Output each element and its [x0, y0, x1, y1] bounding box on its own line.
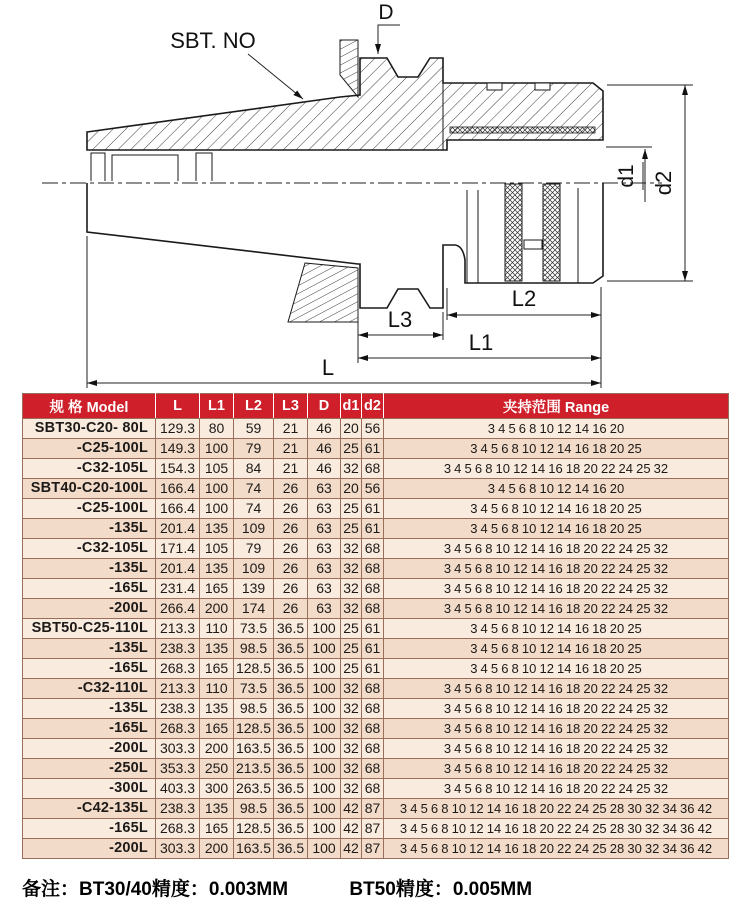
d2-cell: 56 — [362, 479, 384, 499]
table-row — [23, 479, 729, 499]
table-row — [23, 719, 729, 739]
l1-cell: 135 — [200, 799, 234, 819]
l-cell: 166.4 — [156, 499, 200, 519]
l2-cell: 128.5 — [234, 719, 274, 739]
model-cell: -165L — [23, 819, 156, 839]
l2-cell: 98.5 — [234, 799, 274, 819]
table-row — [23, 599, 729, 619]
model-cell: -165L — [23, 659, 156, 679]
d1-cell: 20 — [341, 419, 362, 439]
table-row — [23, 839, 729, 859]
column-header-L1: L1 — [200, 394, 234, 419]
d-cell: 100 — [308, 659, 341, 679]
d-cell: 63 — [308, 539, 341, 559]
d1-cell: 42 — [341, 819, 362, 839]
range-cell: 3 4 5 6 8 10 12 14 16 18 20 25 — [384, 659, 729, 679]
d-cell: 100 — [308, 739, 341, 759]
l3-cell: 36.5 — [274, 739, 308, 759]
l-cell: 403.3 — [156, 779, 200, 799]
l-cell: 213.3 — [156, 679, 200, 699]
l-cell: 201.4 — [156, 559, 200, 579]
d1-cell: 42 — [341, 839, 362, 859]
table-row — [23, 799, 729, 819]
d-cell: 63 — [308, 579, 341, 599]
model-cell: -C25-100L — [23, 499, 156, 519]
l2-cell: 263.5 — [234, 779, 274, 799]
range-cell: 3 4 5 6 8 10 12 14 16 18 20 22 24 25 32 — [384, 559, 729, 579]
dim-label-taper: SBT. NO — [170, 28, 256, 53]
d1-cell: 25 — [341, 639, 362, 659]
range-cell: 3 4 5 6 8 10 12 14 16 20 — [384, 479, 729, 499]
d2-cell: 68 — [362, 719, 384, 739]
model-cell: -C32-105L — [23, 539, 156, 559]
bore-step — [112, 155, 178, 181]
column-header-model: 规 格 Model — [23, 394, 156, 419]
d2-cell: 68 — [362, 539, 384, 559]
d-cell: 100 — [308, 639, 341, 659]
l-cell: 201.4 — [156, 519, 200, 539]
l-cell: 266.4 — [156, 599, 200, 619]
d2-cell: 87 — [362, 819, 384, 839]
d-cell: 63 — [308, 599, 341, 619]
drawing-area — [0, 0, 750, 392]
l1-cell: 135 — [200, 699, 234, 719]
range-cell: 3 4 5 6 8 10 12 14 16 18 20 22 24 25 32 — [384, 539, 729, 559]
l2-cell: 109 — [234, 559, 274, 579]
l3-cell: 21 — [274, 439, 308, 459]
d1-cell: 32 — [341, 459, 362, 479]
l-cell: 231.4 — [156, 579, 200, 599]
l3-cell: 36.5 — [274, 619, 308, 639]
spec-table-body — [23, 419, 729, 859]
d1-cell: 32 — [341, 559, 362, 579]
d1-cell: 32 — [341, 679, 362, 699]
bore-step — [91, 153, 105, 181]
spindle-wall-bottom — [288, 263, 358, 322]
l-cell: 149.3 — [156, 439, 200, 459]
model-cell: -135L — [23, 639, 156, 659]
d2-cell: 87 — [362, 799, 384, 819]
d-cell: 100 — [308, 819, 341, 839]
l-cell: 166.4 — [156, 479, 200, 499]
d2-cell: 87 — [362, 839, 384, 859]
table-row — [23, 639, 729, 659]
table-row — [23, 659, 729, 679]
table-row — [23, 819, 729, 839]
table-row — [23, 439, 729, 459]
d1-cell: 32 — [341, 759, 362, 779]
l2-cell: 139 — [234, 579, 274, 599]
table-row — [23, 779, 729, 799]
l2-cell: 79 — [234, 439, 274, 459]
range-cell: 3 4 5 6 8 10 12 14 16 18 20 22 24 25 32 — [384, 579, 729, 599]
model-cell: -135L — [23, 559, 156, 579]
table-row — [23, 759, 729, 779]
range-cell: 3 4 5 6 8 10 12 14 16 20 — [384, 419, 729, 439]
d-leader-line — [378, 25, 400, 54]
l2-cell: 163.5 — [234, 839, 274, 859]
l2-cell: 73.5 — [234, 679, 274, 699]
l1-cell: 165 — [200, 659, 234, 679]
model-cell: -200L — [23, 739, 156, 759]
d1-cell: 25 — [341, 659, 362, 679]
model-cell: SBT50-C25-110L — [23, 619, 156, 639]
model-cell: -135L — [23, 699, 156, 719]
model-cell: -C32-105L — [23, 459, 156, 479]
d-cell: 63 — [308, 559, 341, 579]
l1-cell: 110 — [200, 679, 234, 699]
l1-cell: 100 — [200, 479, 234, 499]
d2-cell: 68 — [362, 699, 384, 719]
bore-step — [196, 153, 212, 181]
l1-cell: 105 — [200, 539, 234, 559]
d1-cell: 42 — [341, 799, 362, 819]
range-cell: 3 4 5 6 8 10 12 14 16 18 20 22 24 25 28 30 32 34 36 42 — [384, 799, 729, 819]
range-cell: 3 4 5 6 8 10 12 14 16 18 20 25 — [384, 499, 729, 519]
l1-cell: 200 — [200, 739, 234, 759]
range-cell: 3 4 5 6 8 10 12 14 16 18 20 22 24 25 32 — [384, 739, 729, 759]
range-cell: 3 4 5 6 8 10 12 14 16 18 20 22 24 25 32 — [384, 599, 729, 619]
d2-cell: 68 — [362, 759, 384, 779]
d2-cell: 68 — [362, 579, 384, 599]
l2-cell: 128.5 — [234, 819, 274, 839]
range-cell: 3 4 5 6 8 10 12 14 16 18 20 22 24 25 32 — [384, 779, 729, 799]
nut-slot — [524, 240, 542, 249]
model-cell: -200L — [23, 839, 156, 859]
l1-cell: 200 — [200, 839, 234, 859]
d-cell: 46 — [308, 459, 341, 479]
d1-cell: 25 — [341, 619, 362, 639]
l-cell: 238.3 — [156, 799, 200, 819]
range-cell: 3 4 5 6 8 10 12 14 16 18 20 25 — [384, 619, 729, 639]
column-header-L: L — [156, 394, 200, 419]
l3-cell: 36.5 — [274, 799, 308, 819]
model-cell: -135L — [23, 519, 156, 539]
range-cell: 3 4 5 6 8 10 12 14 16 18 20 22 24 25 32 — [384, 759, 729, 779]
range-cell: 3 4 5 6 8 10 12 14 16 18 20 22 24 25 32 — [384, 719, 729, 739]
l1-cell: 200 — [200, 599, 234, 619]
column-header-L2: L2 — [234, 394, 274, 419]
l-cell: 238.3 — [156, 639, 200, 659]
d-cell: 63 — [308, 479, 341, 499]
model-cell: -165L — [23, 719, 156, 739]
dim-label-d2: d2 — [651, 170, 676, 196]
d1-cell: 32 — [341, 539, 362, 559]
retaining-ring — [450, 127, 595, 133]
l3-cell: 36.5 — [274, 759, 308, 779]
d-cell: 100 — [308, 699, 341, 719]
technical-drawing — [0, 0, 750, 392]
l3-cell: 21 — [274, 419, 308, 439]
table-row — [23, 459, 729, 479]
spindle-wall-top — [340, 40, 358, 97]
d1-cell: 32 — [341, 739, 362, 759]
model-cell: -165L — [23, 579, 156, 599]
d1-cell: 32 — [341, 579, 362, 599]
l2-cell: 98.5 — [234, 699, 274, 719]
l3-cell: 36.5 — [274, 659, 308, 679]
l-cell: 268.3 — [156, 719, 200, 739]
l-cell: 238.3 — [156, 699, 200, 719]
d2-cell: 68 — [362, 779, 384, 799]
body-slot — [535, 83, 550, 90]
d-cell: 100 — [308, 799, 341, 819]
d-cell: 100 — [308, 719, 341, 739]
accuracy-note-bt50: BT50精度：0.005MM — [349, 879, 533, 900]
l2-cell: 84 — [234, 459, 274, 479]
l1-cell: 250 — [200, 759, 234, 779]
l3-cell: 36.5 — [274, 819, 308, 839]
table-row — [23, 739, 729, 759]
l3-cell: 36.5 — [274, 779, 308, 799]
d2-cell: 68 — [362, 459, 384, 479]
d-cell: 100 — [308, 619, 341, 639]
spec-table — [22, 393, 729, 859]
table-row — [23, 579, 729, 599]
l1-cell: 110 — [200, 619, 234, 639]
l3-cell: 26 — [274, 539, 308, 559]
l3-cell: 36.5 — [274, 839, 308, 859]
d-cell: 63 — [308, 499, 341, 519]
table-row — [23, 559, 729, 579]
l-cell: 129.3 — [156, 419, 200, 439]
l-cell: 353.3 — [156, 759, 200, 779]
body-slot — [487, 83, 502, 90]
d1-cell: 32 — [341, 719, 362, 739]
d-cell: 100 — [308, 839, 341, 859]
column-header-d2: d2 — [362, 394, 384, 419]
column-header-D: D — [308, 394, 341, 419]
table-row — [23, 539, 729, 559]
d2-cell: 68 — [362, 679, 384, 699]
l-cell: 154.3 — [156, 459, 200, 479]
table-header-row — [23, 394, 729, 419]
l2-cell: 213.5 — [234, 759, 274, 779]
range-cell: 3 4 5 6 8 10 12 14 16 18 20 25 — [384, 639, 729, 659]
d2-cell: 68 — [362, 599, 384, 619]
l1-cell: 135 — [200, 519, 234, 539]
l1-cell: 165 — [200, 579, 234, 599]
d2-cell: 61 — [362, 499, 384, 519]
knurl-band — [505, 184, 522, 281]
l-cell: 268.3 — [156, 819, 200, 839]
l1-cell: 165 — [200, 719, 234, 739]
l1-cell: 135 — [200, 639, 234, 659]
model-cell: SBT40-C20-100L — [23, 479, 156, 499]
model-cell: -200L — [23, 599, 156, 619]
l1-cell: 135 — [200, 559, 234, 579]
model-cell: -300L — [23, 779, 156, 799]
d1-cell: 20 — [341, 479, 362, 499]
taper-leader-line — [248, 54, 303, 99]
d-cell: 100 — [308, 679, 341, 699]
l-cell: 268.3 — [156, 659, 200, 679]
dim-label-L: L — [321, 355, 335, 380]
l3-cell: 26 — [274, 599, 308, 619]
range-cell: 3 4 5 6 8 10 12 14 16 18 20 25 — [384, 439, 729, 459]
l3-cell: 36.5 — [274, 679, 308, 699]
d2-cell: 61 — [362, 519, 384, 539]
d2-cell: 61 — [362, 619, 384, 639]
dim-label-d1: d1 — [615, 164, 638, 188]
d-cell: 100 — [308, 779, 341, 799]
d2-cell: 61 — [362, 639, 384, 659]
l2-cell: 59 — [234, 419, 274, 439]
d1-cell: 32 — [341, 599, 362, 619]
range-cell: 3 4 5 6 8 10 12 14 16 18 20 22 24 25 32 — [384, 679, 729, 699]
l2-cell: 128.5 — [234, 659, 274, 679]
l2-cell: 109 — [234, 519, 274, 539]
model-cell: -C25-100L — [23, 439, 156, 459]
l2-cell: 74 — [234, 479, 274, 499]
range-cell: 3 4 5 6 8 10 12 14 16 18 20 22 24 25 32 — [384, 699, 729, 719]
d1-cell: 25 — [341, 439, 362, 459]
knurl-band — [543, 184, 560, 281]
table-row — [23, 619, 729, 639]
d1-cell: 25 — [341, 519, 362, 539]
dim-label-L3: L3 — [387, 307, 413, 332]
range-cell: 3 4 5 6 8 10 12 14 16 18 20 22 24 25 32 — [384, 459, 729, 479]
d2-cell: 68 — [362, 739, 384, 759]
l-cell: 303.3 — [156, 839, 200, 859]
model-cell: -C42-135L — [23, 799, 156, 819]
table-row — [23, 419, 729, 439]
d2-cell: 56 — [362, 419, 384, 439]
l3-cell: 21 — [274, 459, 308, 479]
l-cell: 303.3 — [156, 739, 200, 759]
l1-cell: 105 — [200, 459, 234, 479]
model-cell: -C32-110L — [23, 679, 156, 699]
model-cell: -250L — [23, 759, 156, 779]
d1-cell: 32 — [341, 699, 362, 719]
footer-note — [22, 874, 728, 901]
l3-cell: 26 — [274, 499, 308, 519]
l3-cell: 26 — [274, 579, 308, 599]
l3-cell: 36.5 — [274, 699, 308, 719]
range-cell: 3 4 5 6 8 10 12 14 16 18 20 22 24 25 28 30 32 34 36 42 — [384, 819, 729, 839]
l2-cell: 174 — [234, 599, 274, 619]
dim-label-L2: L2 — [511, 286, 537, 311]
model-cell: SBT30-C20- 80L — [23, 419, 156, 439]
d-cell: 100 — [308, 759, 341, 779]
column-header-range: 夹持范围 Range — [384, 394, 729, 419]
l3-cell: 26 — [274, 479, 308, 499]
range-cell: 3 4 5 6 8 10 12 14 16 18 20 25 — [384, 519, 729, 539]
l1-cell: 100 — [200, 499, 234, 519]
d2-cell: 61 — [362, 439, 384, 459]
l3-cell: 36.5 — [274, 639, 308, 659]
d-cell: 46 — [308, 439, 341, 459]
dim-label-L1: L1 — [468, 330, 494, 355]
d2-cell: 68 — [362, 559, 384, 579]
table-row — [23, 679, 729, 699]
l2-cell: 74 — [234, 499, 274, 519]
dim-label-D: D — [378, 1, 394, 24]
l3-cell: 36.5 — [274, 719, 308, 739]
l1-cell: 80 — [200, 419, 234, 439]
d1-cell: 32 — [341, 779, 362, 799]
l2-cell: 73.5 — [234, 619, 274, 639]
l1-cell: 165 — [200, 819, 234, 839]
d2-cell: 61 — [362, 659, 384, 679]
l1-cell: 100 — [200, 439, 234, 459]
l1-cell: 300 — [200, 779, 234, 799]
d-cell: 46 — [308, 419, 341, 439]
l2-cell: 98.5 — [234, 639, 274, 659]
table-row — [23, 699, 729, 719]
l3-cell: 26 — [274, 559, 308, 579]
d-cell: 63 — [308, 519, 341, 539]
table-row — [23, 519, 729, 539]
l3-cell: 26 — [274, 519, 308, 539]
column-header-L3: L3 — [274, 394, 308, 419]
l-cell: 171.4 — [156, 539, 200, 559]
l2-cell: 79 — [234, 539, 274, 559]
table-row — [23, 499, 729, 519]
accuracy-note-bt3040: 备注：BT30/40精度：0.003MM — [22, 879, 289, 900]
l2-cell: 163.5 — [234, 739, 274, 759]
d1-cell: 25 — [341, 499, 362, 519]
column-header-d1: d1 — [341, 394, 362, 419]
range-cell: 3 4 5 6 8 10 12 14 16 18 20 22 24 25 28 30 32 34 36 42 — [384, 839, 729, 859]
l-cell: 213.3 — [156, 619, 200, 639]
